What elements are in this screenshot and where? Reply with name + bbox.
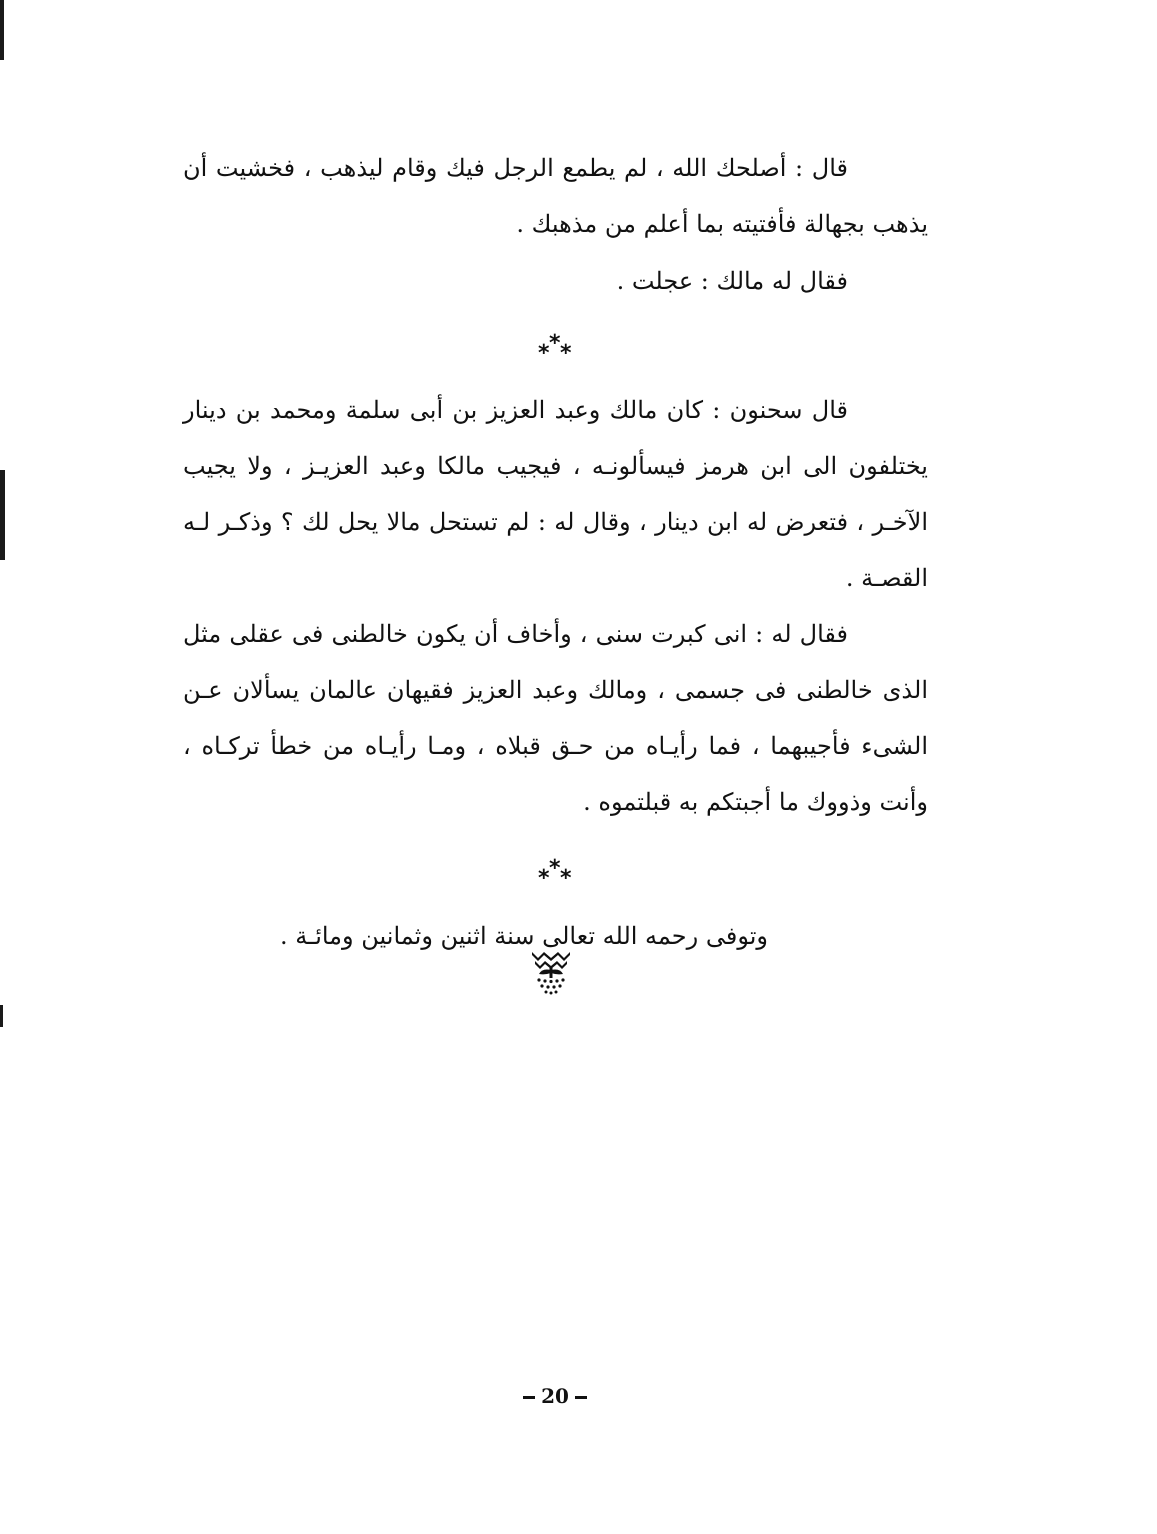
paragraph-text: فقال له مالك : عجلت . [616,267,848,295]
paragraph-5 [183,908,848,964]
page-number-value: 20 [541,1384,569,1408]
paragraph-text: فقال له : انى كبرت سنى ، وأخاف أن يكون خالطنى فى عقلى مثل الذى خالطنى فى جسمى ، ومالك وعبد العزيز فقيهان عالمان يسألان عـن الشىء فأجيبهما ، فما رأيـاه من حـق قبلاه ، ومـا رأيـاه من خطأ تركـاه ، وأنت وذووك ما أجبتكم به قبلتموه . [183,620,928,816]
paragraph-3 [183,382,928,606]
scan-edge-mark [0,0,4,60]
paragraph-text: وتوفى رحمه الله تعالى سنة اثنين وثمانين ومائـة . [280,922,768,950]
scan-edge-mark [0,470,5,560]
asterisk: * [560,866,572,891]
asterisk: * [538,866,550,891]
paragraph-text: قال : أصلحك الله ، لم يطمع الرجل فيك وقام ليذهب ، فخشيت أن يذهب بجهالة فأفتيته بما أعلم من مذهبك . [183,154,928,238]
dash-decoration [523,1396,535,1399]
asterisk: * [560,341,572,366]
paragraph-1 [183,140,928,252]
paragraph-2 [183,253,928,309]
asterisk: * [538,341,550,366]
end-ornament-icon [526,948,576,998]
asterisk: * [549,856,561,881]
scan-edge-mark [0,1005,3,1027]
page-number [510,1384,600,1408]
dash-decoration [575,1396,587,1399]
section-separator [528,331,578,366]
paragraph-4 [183,606,928,830]
paragraph-text: قال سحنون : كان مالك وعبد العزيز بن أبى سلمة ومحمد بن دينار يختلفون الى ابن هرمز فيسألونـه ، فيجيب مالكا وعبد العزيـز ، ولا يجيب الآخـر ، فتعرض له ابن دينار ، وقال له : لم تستحل مالا يحل لك ؟ وذكـر لـه القصـة . [183,396,928,592]
section-separator [528,856,578,891]
asterisk: * [549,331,561,356]
